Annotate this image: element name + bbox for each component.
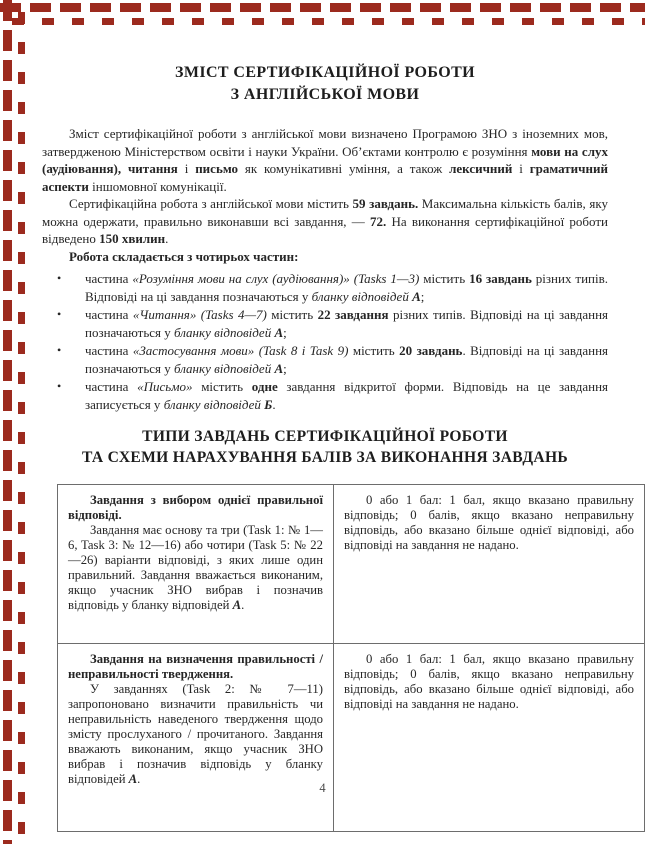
task-type-title: Завдання на визначення правильності / неправильності твердження. <box>68 652 323 681</box>
page-title <box>42 62 608 106</box>
page-number: 4 <box>319 781 326 795</box>
page-title-line1: ЗМІСТ СЕРТИФІКАЦІЙНОЇ РОБОТИ <box>174 64 476 81</box>
task-type-cell <box>58 644 334 832</box>
section-title-line2: ТА СХЕМИ НАРАХУВАННЯ БАЛІВ ЗА ВИКОНАННЯ ЗАВДАНЬ <box>82 449 568 466</box>
table-row <box>58 644 645 832</box>
list-item <box>42 342 608 377</box>
list-item <box>42 270 608 305</box>
task-type-title: Завдання з вибором однієї правильної відповіді. <box>68 493 323 522</box>
parts-lead-paragraph: Робота складається з чотирьох частин: <box>69 248 299 264</box>
ornament-dot-column <box>18 0 25 844</box>
scoring-description: 0 або 1 бал: 1 бал, якщо вказано правильну відповідь; 0 балів, якщо вказано неправильну відповідь, або вказано більше однієї відповіді, або відповіді на завдання не надано. <box>344 652 634 711</box>
list-item-text: частина «Застосування мови» (Task 8 і Task 9) містить 20 завдань. Відповіді на ці завдання позначаються у бланку відповідей А; <box>85 343 609 376</box>
page-content <box>42 0 634 832</box>
list-item-text: частина «Письмо» містить одне завдання відкритої форми. Відповідь на це завдання записується у бланку відповідей Б. <box>85 379 609 412</box>
bullet-icon: • <box>57 307 62 321</box>
table-row <box>58 485 645 644</box>
list-item-text: частина «Читання» (Tasks 4—7) містить 22 завдання різних типів. Відповіді на ці завдання позначаються у бланку відповідей А; <box>85 307 609 340</box>
list-item <box>42 378 608 413</box>
bullet-icon: • <box>57 343 62 357</box>
bullet-icon: • <box>57 271 62 285</box>
bullet-icon: • <box>57 379 62 393</box>
list-item-text: частина «Розуміння мови на слух (аудіювання)» (Tasks 1—3) містить 16 завдань різних типів. Відповіді на ці завдання позначаються у бланку відповідей А; <box>85 271 608 304</box>
scoring-cell <box>334 485 645 644</box>
scoring-cell <box>334 644 645 832</box>
scoring-description: 0 або 1 бал: 1 бал, якщо вказано правильну відповідь; 0 балів, якщо вказано неправильну відповідь, або вказано більше однієї відповіді, або відповіді на завдання не надано. <box>344 493 634 552</box>
exam-structure-paragraph: Сертифікаційна робота з англійської мови містить 59 завдань. Максимальна кількість балів, яку можна одержати, правильно виконавши всі завдання, — 72. На виконання сертифікаційної роботи відведено 150 хвилин. <box>42 196 609 246</box>
task-type-cell <box>58 485 334 644</box>
section-title-line1: ТИПИ ЗАВДАНЬ СЕРТИФІКАЦІЙНОЇ РОБОТИ <box>142 428 508 445</box>
list-item <box>42 306 608 341</box>
intro-paragraph: Зміст сертифікаційної роботи з англійської мови визначено Програмою ЗНО з іноземних мов, затвердженою Міністерством освіти і науки України. Об’єктами контролю є розуміння мови на слух (аудіювання), читання і письмо як комунікативні уміння, а також лексичний і граматичний аспекти іншомовної комунікації. <box>42 126 608 194</box>
ornament-dash-column <box>3 0 12 844</box>
task-types-table <box>57 484 645 832</box>
parts-list <box>42 270 608 413</box>
section-title <box>42 426 608 468</box>
task-type-description: У завданнях (Task 2: № 7—11) запропоновано визначити правильність чи неправильність наведеного твердження щодо змісту прослуханого / прочитаного. Завдання вважають виконаним, якщо учасник ЗНО вибрав і позначив відповідь у бланку відповідей А. <box>68 682 323 786</box>
page-title-line2: З АНГЛІЙСЬКОЇ МОВИ <box>230 86 420 103</box>
ornament-border-left <box>3 0 25 844</box>
task-type-description: Завдання має основу та три (Task 1: № 1—6, Task 3: № 12—16) або чотири (Task 5: № 22—26) варіанти відповіді, з яких лише один правильний. Завдання вважається виконаним, якщо учасник ЗНО вибрав і позначив відповідь у бланку відповідей А. <box>68 523 323 612</box>
